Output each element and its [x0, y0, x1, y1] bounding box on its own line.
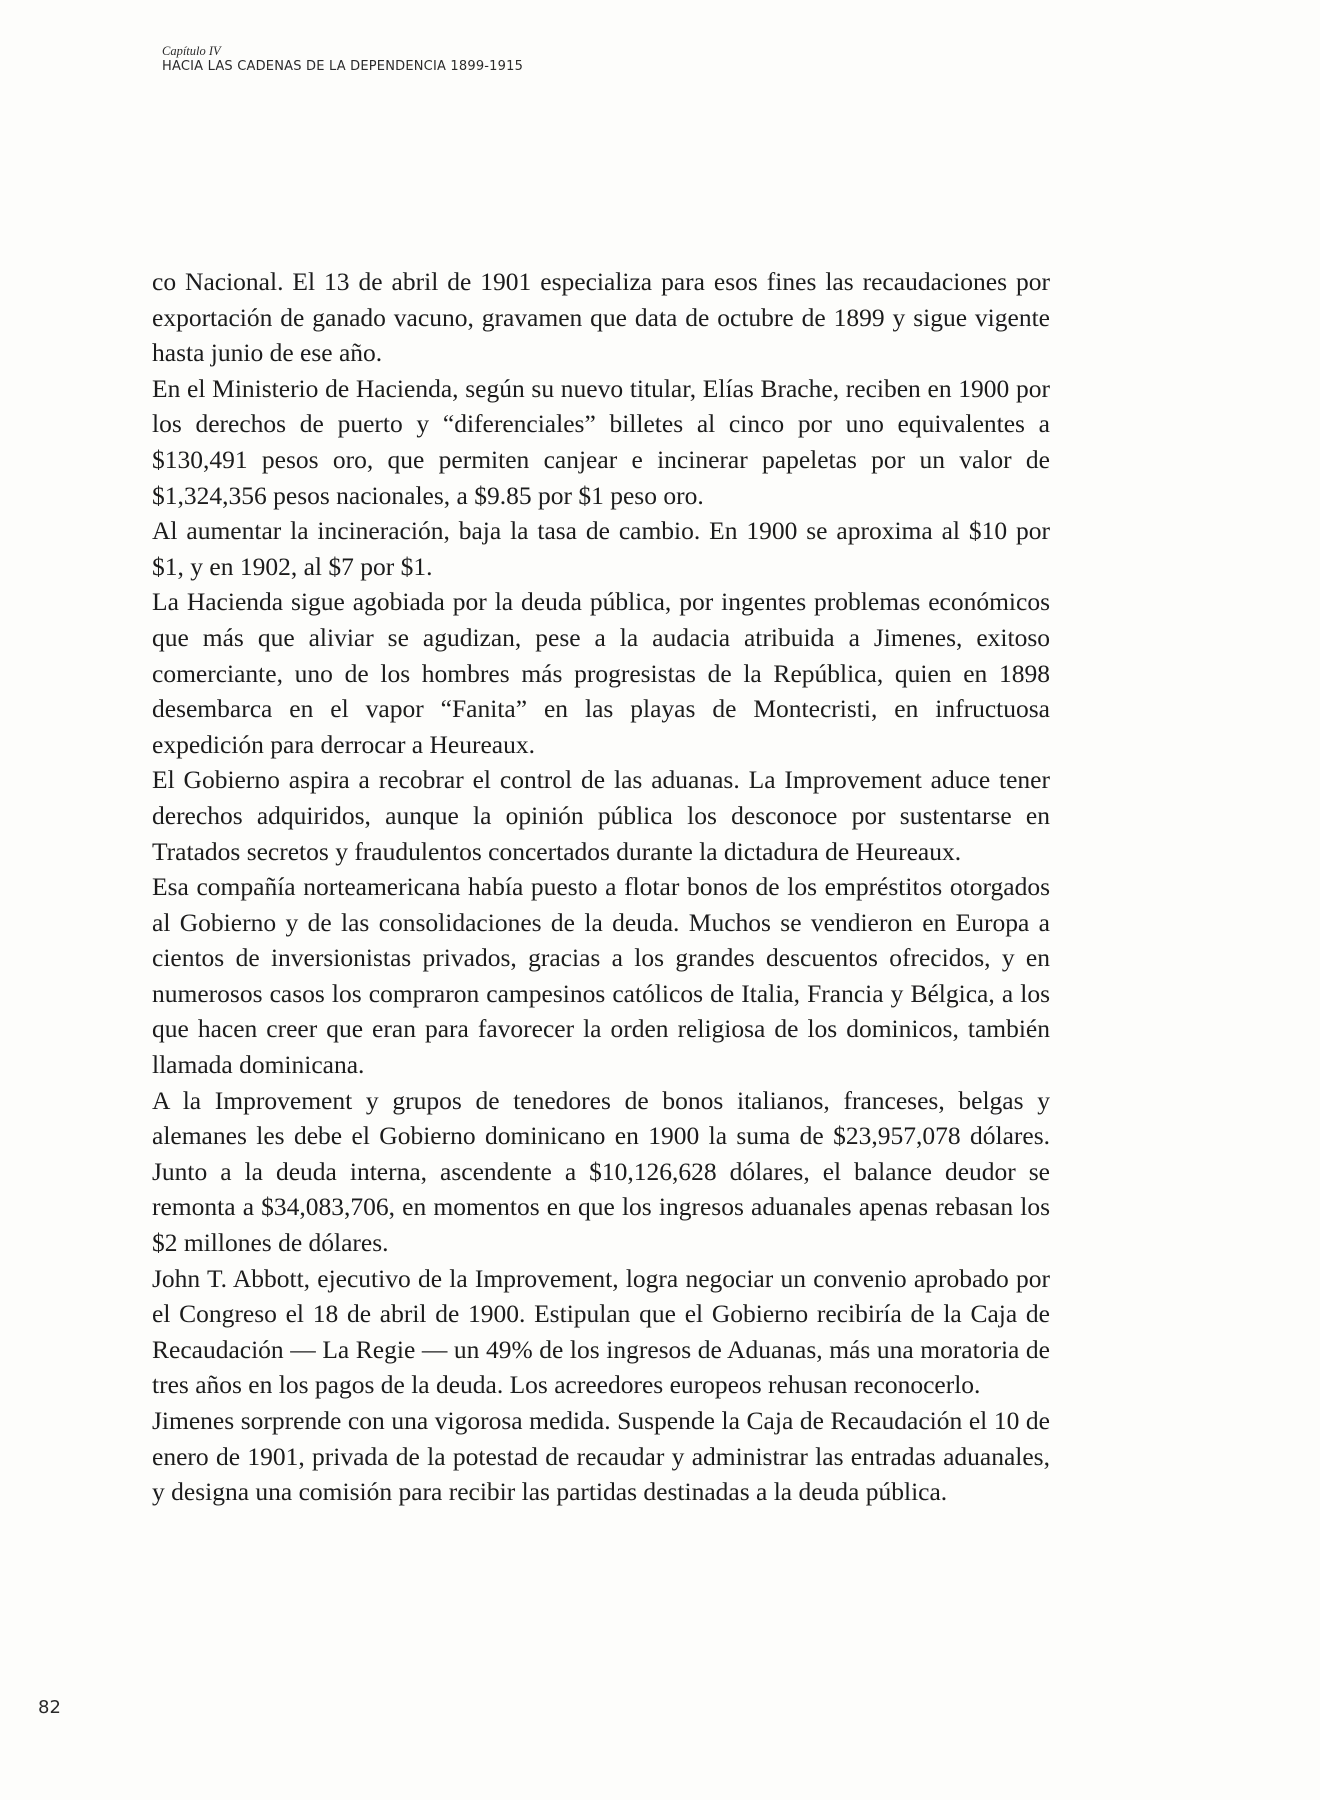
- paragraph: En el Ministerio de Hacienda, según su nuevo titular, Elías Brache, reciben en 1900 por los derechos de puerto y “diferenciales” billetes al cinco por uno equivalentes a $130,491 pesos oro, que permiten canjear e incinerar papeletas por un valor de $1,324,356 pesos nacionales, a $9.85 por $1 peso oro.: [152, 373, 1050, 510]
- paragraph: El Gobierno aspira a recobrar el control de las aduanas. La Improvement aduce tener derechos adquiridos, aunque la opinión pública los desconoce por sustentarse en Tratados secretos y fraudulentos concertados durante la dictadura de Heureaux.: [152, 765, 1050, 866]
- paragraph: A la Improvement y grupos de tenedores de bonos italianos, franceses, belgas y alemanes les debe el Gobierno dominicano en 1900 la suma de $23,957,078 dólares. Junto a la deuda interna, ascendente a $10,126,628 dólares, el balance deudor se remonta a $34,083,706, en momentos en que los ingresos aduanales apenas rebasan los $2 millones de dólares.: [152, 1085, 1050, 1258]
- body-text: [152, 264, 1050, 1510]
- paragraph: Al aumentar la incineración, baja la tasa de cambio. En 1900 se aproxima al $10 por $1, y en 1902, al $7 por $1.: [152, 516, 1050, 581]
- chapter-label: Capítulo IV: [162, 44, 221, 58]
- paragraph: co Nacional. El 13 de abril de 1901 especializa para esos fines las recaudaciones por exportación de ganado vacuno, gravamen que data de octubre de 1899 y sigue vigente hasta junio de ese año.: [152, 267, 1050, 368]
- page-number: 82: [38, 1697, 61, 1718]
- paragraph: Jimenes sorprende con una vigorosa medida. Suspende la Caja de Recaudación el 10 de enero de 1901, privada de la potestad de recaudar y administrar las entradas aduanales, y designa una comisión para recibir las partidas destinadas a la deuda pública.: [152, 1406, 1050, 1507]
- paragraph: La Hacienda sigue agobiada por la deuda pública, por ingentes problemas económicos que más que aliviar se agudizan, pese a la audacia atribuida a Jimenes, exitoso comerciante, uno de los hombres más progresistas de la República, quien en 1898 desembarca en el vapor “Fanita” en las playas de Montecristi, en infructuosa expedición para derrocar a Heureaux.: [152, 587, 1050, 759]
- chapter-title: HACIA LAS CADENAS DE LA DEPENDENCIA 1899-1915: [162, 59, 524, 74]
- paragraph: Esa compañía norteamericana había puesto a flotar bonos de los empréstitos otorgados al Gobierno y de las consolidaciones de la deuda. Muchos se vendieron en Europa a cientos de inversionistas privados, gracias a los grandes descuentos ofrecidos, y en numerosos casos los compraron campesinos católicos de Italia, Francia y Bélgica, a los que hacen creer que eran para favorecer la orden religiosa de los dominicos, también llamada dominicana.: [152, 872, 1050, 1080]
- paragraph: John T. Abbott, ejecutivo de la Improvement, logra negociar un convenio aprobado por el Congreso el 18 de abril de 1900. Estipulan que el Gobierno recibiría de la Caja de Recaudación — La Regie — un 49% de los ingresos de Aduanas, más una moratoria de tres años en los pagos de la deuda. Los acreedores europeos rehusan reconocerlo.: [152, 1263, 1050, 1400]
- running-head: [162, 44, 862, 75]
